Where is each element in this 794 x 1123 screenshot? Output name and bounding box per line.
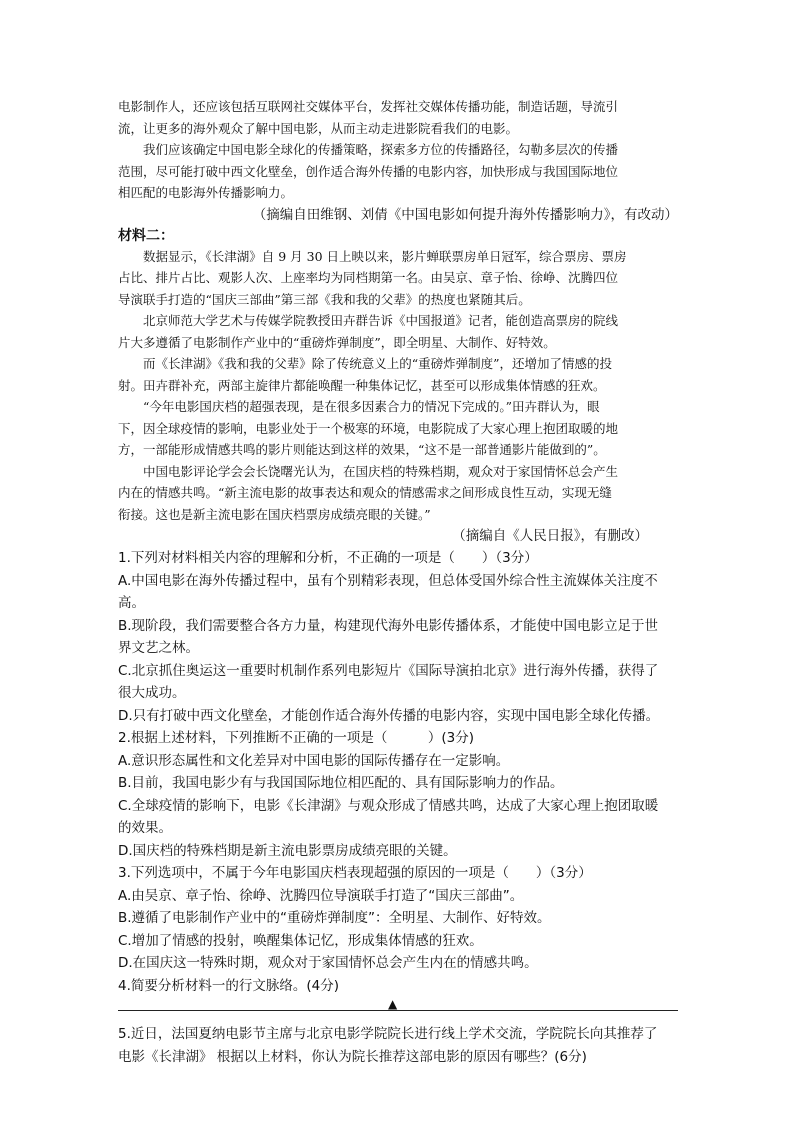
option-text: B.遵循了电影制作产业中的“重磅炸弹制度”：全明星、大制作、好特效。 xyxy=(118,910,551,926)
option-text: 高。 xyxy=(118,595,145,611)
material-one-source: （摘编自田维钢、刘倩《中国电影如何提升海外传播影响力》，有改动） xyxy=(252,206,678,223)
material-two-source: （摘编自《人民日报》，有删改） xyxy=(452,528,648,544)
text-line: 流，让更多的海外观众了解中国电影，从而主动走进影院看我们的电影。 xyxy=(118,120,519,136)
option-text: 界文艺之林。 xyxy=(118,640,199,656)
text-line: 我们应该确定中国电影全球化的传播策略，探索多方位的传播路径，勾勒多层次的传播 xyxy=(143,142,619,157)
option-text: B.目前，我国电影少有与我国国际地位相匹配的、具有国际影响力的作品。 xyxy=(118,775,564,791)
text-line: 北京师范大学艺术与传媒学院教授田卉群告诉《中国报道》记者，能创造高票房的院线 xyxy=(143,313,619,328)
text-line: 方，一部能形成情感共鸣的影片则能达到这样的效果，“这不是一部普通影片能做到的”。 xyxy=(118,442,606,457)
text-line: 射。田卉群补充，两部主旋律片都能唤醒一种集体记忆，甚至可以形成集体情感的狂欢。 xyxy=(118,377,606,393)
option-text: D.在国庆这一特殊时期，观众对于家国情怀总会产生内在的情感共鸣。 xyxy=(118,955,538,971)
triangle-marker-icon: ▲ xyxy=(388,997,398,1011)
question-5 xyxy=(118,1023,678,1068)
text-line: 下，因全球疫情的影响，电影业处于一个极寒的环境，电影院成了大家心理上抱团取暖的地 xyxy=(118,420,619,436)
text-line: 电影制作人，还应该包括互联网社交媒体平台，发挥社交媒体传播功能，制造话题，导流引 xyxy=(118,99,619,114)
exam-page xyxy=(118,96,678,1068)
option-text: A.由吴京、章子怡、徐峥、沈腾四位导演联手打造了“国庆三部曲”。 xyxy=(118,887,524,904)
answer-rule xyxy=(118,1010,678,1011)
text-line: 占比、排片占比、观影人次、上座率均为同档期第一名。由吴京、章子怡、徐峥、沈腾四位 xyxy=(118,270,619,285)
option-text: C.全球疫情的影响下，电影《长津湖》与观众形成了情感共鸣，达成了大家心理上抱团取暖 xyxy=(118,797,659,814)
text-line: 导演联手打造的“国庆三部曲”第三部《我和我的父辈》的热度也紧随其后。 xyxy=(118,291,531,307)
material-two-body xyxy=(118,246,678,526)
option-text: C.北京抓住奥运这一重要时机制作系列电影短片《国际导演拍北京》进行海外传播，获得了 xyxy=(118,662,659,679)
text-line: 中国电影评论学会会长饶曙光认为，在国庆档的特殊档期，观众对于家国情怀总会产生 xyxy=(143,463,619,479)
text-line: 范围，尽可能打破中西文化壁垒，创作适合海外传播的电影内容，加快形成与我国国际地位 xyxy=(118,163,619,179)
text-line: “今年电影国庆档的超强表现，是在很多因素合力的情况下完成的。”田卉群认为，眼 xyxy=(143,399,600,414)
material-one-tail xyxy=(118,96,678,204)
option-text: D.国庆档的特殊档期是新主流电影票房成绩亮眼的关键。 xyxy=(118,842,457,859)
option-text: B.现阶段，我们需要整合各方力量，构建现代海外电影传播体系，才能使中国电影立足于世 xyxy=(118,617,659,634)
questions xyxy=(118,547,678,997)
option-text: 很大成功。 xyxy=(118,685,186,701)
question-5-stem-cont: 电影《长津湖》 根据以上材料，你认为院长推荐这部电影的原因有哪些？(6分) xyxy=(118,1048,587,1065)
text-line: 相匹配的电影海外传播影响力。 xyxy=(118,185,294,200)
text-line: 而《长津湖》《我和我的父辈》除了传统意义上的“重磅炸弹制度”，还增加了情感的投 xyxy=(143,356,613,371)
text-line: 数据显示，《长津湖》自 9 月 30 日上映以来，影片蝉联票房单日冠军，综合票房、票房 xyxy=(143,248,627,264)
question-5-stem: 5.近日，法国夏纳电影节主席与北京电影学院院长进行线上学术交流，学院院长向其推荐了 xyxy=(118,1026,658,1042)
option-text: D.只有打破中西文化壁垒，才能创作适合海外传播的电影内容，实现中国电影全球化传播。 xyxy=(118,707,660,724)
question-4-stem: 4.简要分析材料一的行文脉络。(4分) xyxy=(118,977,340,994)
text-line: 内在的情感共鸣。“新主流电影的故事表达和观众的情感需求之间形成良性互动，实现无缝 xyxy=(118,485,612,500)
question-2-stem: 2.根据上述材料，下列推断不正确的一项是（ ）(3分) xyxy=(118,730,475,746)
answer-area[interactable] xyxy=(118,999,678,1019)
option-text: A.中国电影在海外传播过程中，虽有个别精彩表现，但总体受国外综合性主流媒体关注度不 xyxy=(118,572,658,589)
text-line: 片大多遵循了电影制作产业中的“重磅炸弹制度”，即全明星、大制作、好特效。 xyxy=(118,334,556,350)
option-text: 的效果。 xyxy=(118,820,172,836)
option-text: C.增加了情感的投射，唤醒集体记忆，形成集体情感的狂欢。 xyxy=(118,932,483,949)
text-line: 衔接。这也是新主流电影在国庆档票房成绩亮眼的关键。” xyxy=(118,506,431,522)
question-1-stem: 1.下列对材料相关内容的理解和分析，不正确的一项是（ ）（3分） xyxy=(118,550,538,566)
option-text: A.意识形态属性和文化差异对中国电影的国际传播存在一定影响。 xyxy=(118,752,510,769)
question-3-stem: 3.下列选项中，不属于今年电影国庆档表现超强的原因的一项是（ ）（3分） xyxy=(118,865,592,881)
material-two-heading: 材料二： xyxy=(118,227,174,244)
